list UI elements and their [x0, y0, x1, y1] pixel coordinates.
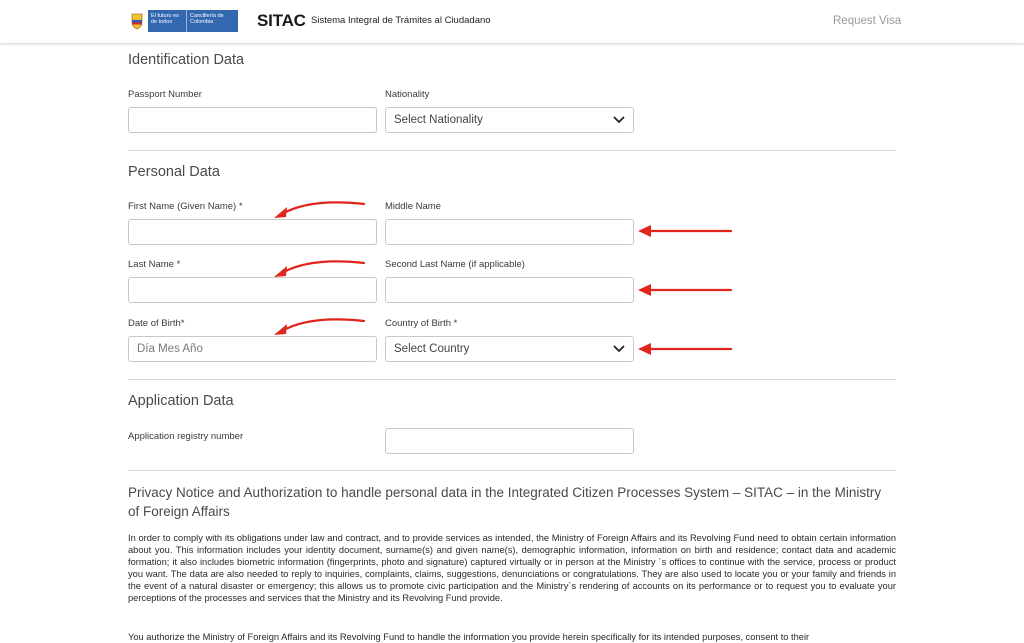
chevron-down-icon — [613, 116, 625, 124]
date-of-birth-label: Date of Birth* — [128, 318, 185, 329]
privacy-notice-body-continued: You authorize the Ministry of Foreign Affairs and its Revolving Fund to handle the information you provide herein specifically for its intended purposes, consent to their — [128, 632, 810, 642]
second-last-name-label: Second Last Name (if applicable) — [385, 259, 525, 270]
government-logo[interactable] — [129, 10, 243, 32]
app-title[interactable]: SITAC — [257, 11, 306, 30]
country-of-birth-select-value: Select Country — [394, 343, 470, 355]
colombia-crest-icon — [129, 10, 145, 32]
annotation-arrow-icon — [270, 313, 370, 339]
section-divider — [128, 150, 896, 151]
first-name-input[interactable] — [128, 219, 377, 245]
passport-number-input[interactable] — [128, 107, 377, 133]
last-name-label: Last Name * — [128, 259, 181, 270]
privacy-notice-title: Privacy Notice and Authorization to handle personal data in the Integrated Citizen Processes System – SITAC – in the Ministry of Foreign Affairs — [128, 485, 882, 519]
top-navbar — [0, 0, 1024, 43]
passport-number-label: Passport Number — [128, 89, 202, 100]
section-divider — [128, 379, 896, 380]
country-of-birth-label: Country of Birth * — [385, 318, 458, 329]
annotation-arrow-icon — [637, 224, 733, 238]
date-of-birth-input[interactable] — [128, 336, 377, 362]
privacy-notice-body: In order to comply with its obligations under law and contract, and to provide services as intended, the Ministry of Foreign Affairs and its Revolving Fund need to obtain certain information about you. This information includes your identity document, surname(s) and given name(s), demographic information, information on birth and residence; contact data and academic formation; it also includes biometric information (fingerprints, photo and signature) captured virtually or in person at the Ministry ´s offices to continue with the service, process or product you want. The data are also needed to reply to inquiries, complaints, claims, suggestions, denunciations or congratulations. They are also used to locate you or your family and friends in the event of a natural disaster or emergency; this allows us to promote civic participation and the Ministry´s rendering of accounts on its performance or to request you to evaluate your perceptions of the processes and services that the Ministry and its Revolving Fund provide. — [128, 533, 896, 603]
personal-section-title: Personal Data — [128, 164, 220, 180]
first-name-label: First Name (Given Name) * — [128, 201, 243, 212]
middle-name-label: Middle Name — [385, 201, 441, 212]
chevron-down-icon — [613, 345, 625, 353]
annotation-arrow-icon — [270, 196, 370, 222]
application-registry-input[interactable] — [385, 428, 634, 454]
annotation-arrow-icon — [637, 283, 733, 297]
annotation-arrow-icon — [637, 342, 733, 356]
nationality-select[interactable] — [385, 107, 634, 133]
nationality-select-value: Select Nationality — [394, 114, 483, 126]
nationality-label: Nationality — [385, 89, 430, 100]
section-divider — [128, 470, 896, 471]
middle-name-input[interactable] — [385, 219, 634, 245]
second-last-name-input[interactable] — [385, 277, 634, 303]
request-visa-link[interactable]: Request Visa — [833, 15, 902, 27]
gov-logo-right-text: Cancillería de Colombia — [186, 10, 238, 32]
country-of-birth-select[interactable] — [385, 336, 634, 362]
identification-section-title: Identification Data — [128, 52, 245, 68]
application-registry-label: Application registry number — [128, 431, 244, 442]
gov-logo-left-text: El futuro es de todos — [148, 10, 186, 32]
application-section-title: Application Data — [128, 393, 234, 409]
annotation-arrow-icon — [270, 255, 370, 281]
app-subtitle: Sistema Integral de Trámites al Ciudadano — [311, 15, 491, 26]
